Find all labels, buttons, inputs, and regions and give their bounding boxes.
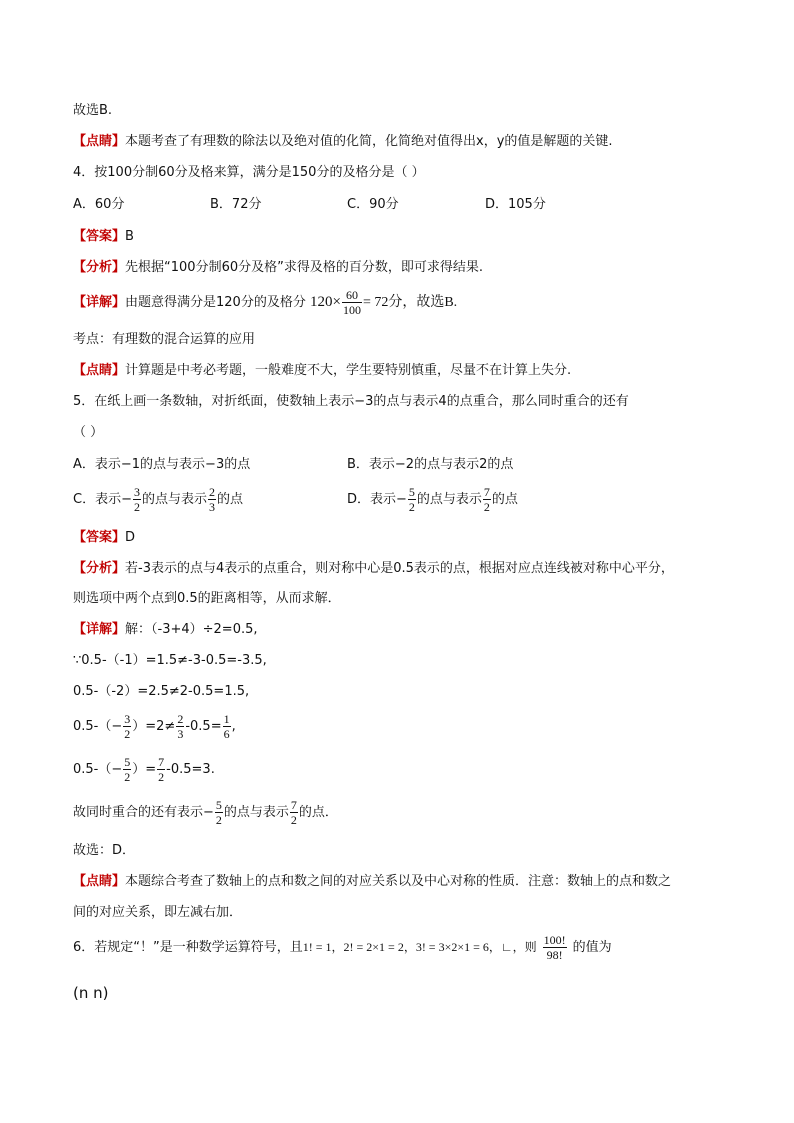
q6-pre: 6．若规定“！”是一种数学运算符号，且 [73, 940, 303, 955]
q5-answer [73, 529, 135, 547]
comment-tag: 【点睛】 [73, 363, 126, 378]
q6-stem [73, 930, 612, 965]
analysis-tag: 【分析】 [73, 260, 126, 275]
q4-point: 考点：有理数的混合运算的应用 [73, 332, 256, 347]
q5-analysis-line1 [73, 560, 674, 578]
detail-fraction: $\frac{60}{100}$ [342, 288, 361, 317]
q5-detail-line5: 0.5-（− $\frac{5}{2}$ ）= $\frac{7}{2}$ -0.5=3. [73, 755, 215, 784]
prev-choice: 故选B. [73, 103, 113, 118]
comment-tag: 【点睛】 [73, 134, 126, 149]
q5-conclusion: 故同时重合的还有表示− $\frac{5}{2}$ 的点与表示 $\frac{7}{2}$ 的点． [73, 798, 338, 827]
q4-option-d: D．105分 [485, 197, 546, 212]
q4-answer [73, 228, 134, 246]
analysis-tag: 【分析】 [73, 561, 126, 576]
q5-analysis-line2: 则选项中两个点到0.5的距离相等，从而求解． [73, 591, 341, 606]
q5-comment-line2: 间的对应关系，即左减右加． [73, 905, 243, 920]
q5-option-c: C．表示− $\frac{3}{2}$ 的点与表示 $\frac{2}{3}$ 的点 [73, 485, 244, 514]
q5-detail-line4: 0.5-（− $\frac{3}{2}$ ）=2≠ $\frac{2}{3}$ -0.5= $\frac{1}{6}$ , [73, 712, 236, 741]
q5-option-d: D．表示− $\frac{5}{2}$ 的点与表示 $\frac{7}{2}$ 的点 [347, 485, 518, 514]
q6-examples: 1! = 1，2! = 2×1 = 2，3! = 3×2×1 = 6，∟，则 [302, 940, 537, 954]
detail-tag: 【详解】 [73, 295, 126, 310]
q5-detail-line1 [73, 621, 258, 639]
q5-detail-line3: 0.5-（-2）=2.5≠2-0.5=1.5, [73, 684, 250, 699]
q4-stem: 4．按100分制60分及格来算，满分是150分的及格分是（ ） [73, 165, 425, 180]
q5-comment-line1 [73, 873, 671, 891]
comment-text: 本题考查了有理数的除法以及绝对值的化简，化简绝对值得出x，y的值是解题的关键. [125, 134, 613, 149]
q5-detail-line2: ∵0.5-（-1）=1.5≠-3-0.5=-3.5, [73, 653, 267, 668]
comment-tag: 【点睛】 [73, 874, 126, 889]
q5-option-b: B．表示−2的点与表示2的点 [347, 457, 514, 472]
analysis-text: 若-3表示的点与4表示的点重合，则对称中心是0.5表示的点，根据对应点连线被对称中心平分， [125, 561, 674, 576]
answer-tag: 【答案】 [73, 530, 126, 545]
answer-value: D [125, 530, 136, 545]
comment-text: 本题综合考查了数轴上的点和数之间的对应关系以及中心对称的性质．注意：数轴上的点和数之 [125, 874, 672, 889]
q4-option-a: A．60分 [73, 197, 125, 212]
detail-expr-left: 120× [309, 294, 341, 310]
q5-option-a: A．表示−1的点与表示−3的点 [73, 457, 251, 472]
comment-text: 计算题是中考必考题，一般难度不大，学生要特别慎重，尽量不在计算上失分. [125, 363, 572, 378]
q5-choose: 故选：D． [73, 843, 136, 858]
detail-prefix: 由题意得满分是120分的及格分 [125, 295, 306, 310]
q6-fraction: $\frac{100!}{98!}$ [543, 933, 566, 962]
q4-detail [73, 285, 457, 320]
analysis-text: 先根据“100分制60分及格”求得及格的百分数，即可求得结果. [125, 260, 483, 275]
detail-expr-right: = 72分，故选B. [362, 295, 458, 310]
detail-tag: 【详解】 [73, 622, 126, 637]
q4-option-b: B．72分 [210, 197, 262, 212]
q4-comment [73, 362, 571, 380]
q4-analysis [73, 259, 483, 277]
q5-stem-line1: 5．在纸上画一条数轴，对折纸面，使数轴上表示−3的点与表示4的点重合，那么同时重合的还有 [73, 394, 629, 409]
detail-text: 解：（-3+4）÷2=0.5, [125, 622, 258, 637]
q6-post: 的值为 [572, 940, 612, 955]
q5-stem-line2: （ ） [73, 425, 104, 440]
prev-comment [73, 133, 613, 151]
q4-option-c: C．90分 [347, 197, 399, 212]
q6-line2: (n n) [73, 984, 109, 1002]
answer-value: B [125, 229, 134, 244]
answer-tag: 【答案】 [73, 229, 126, 244]
